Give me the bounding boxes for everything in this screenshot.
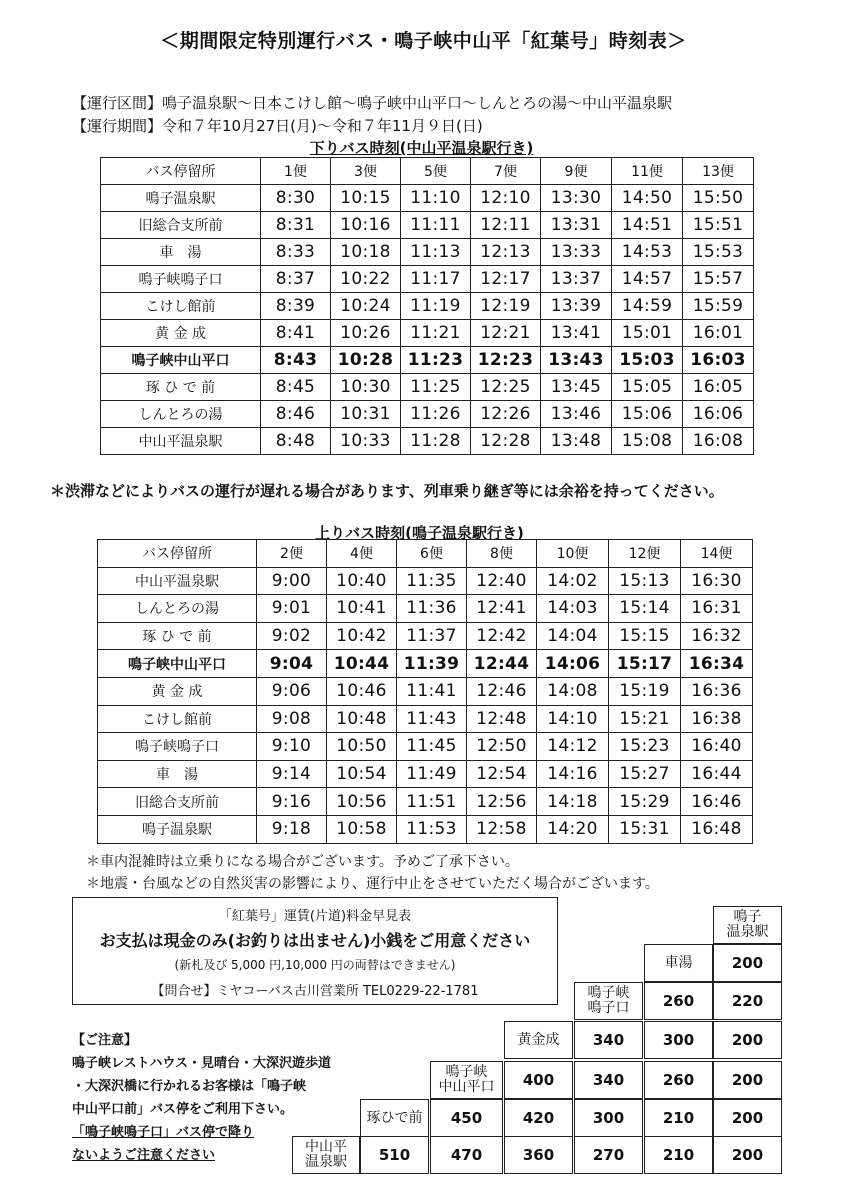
contact-info: 【問合せ】ミヤコーバス古川営業所 TEL0229-22-1781: [151, 984, 479, 999]
time-cell: 9:10: [257, 733, 327, 761]
delay-note: ＊渋滞などによりバスの運行が遅れる場合があります、列車乗り継ぎ等には余裕を持ってください。: [50, 482, 724, 500]
fare-station-label: [574, 982, 643, 1020]
down-table: [100, 157, 754, 455]
time-cell: 13:46: [541, 401, 612, 428]
time-cell: 14:10: [537, 705, 609, 733]
header-trip-cell: 6便: [397, 540, 467, 568]
table-row: [101, 185, 754, 212]
time-cell: 16:46: [681, 788, 753, 816]
time-cell: 10:33: [331, 428, 401, 455]
time-cell: 15:50: [683, 185, 754, 212]
period-info: 【運行期間】令和７年10月27日(月)～令和７年11月９日(日): [72, 117, 483, 135]
time-cell: 10:18: [331, 239, 401, 266]
fare-station-label-line: 黄金成: [517, 1031, 560, 1048]
time-cell: 11:25: [401, 374, 471, 401]
fare-value-cell: 220: [713, 982, 782, 1020]
time-cell: 14:59: [612, 293, 683, 320]
time-cell: 13:45: [541, 374, 612, 401]
time-cell: 11:36: [397, 595, 467, 623]
time-cell: 15:19: [609, 677, 681, 705]
time-cell: 10:40: [327, 567, 397, 595]
time-cell: 9:06: [257, 677, 327, 705]
time-cell: 11:35: [397, 567, 467, 595]
time-cell: 11:26: [401, 401, 471, 428]
fare-station-label-line: 琢ひで前: [366, 1109, 423, 1126]
time-cell: 12:41: [467, 595, 537, 623]
time-cell: 9:18: [257, 815, 327, 843]
fare-station-label-line: 鳴子: [733, 909, 762, 925]
table-row: [101, 320, 754, 347]
fare-value-cell: 360: [504, 1136, 573, 1174]
time-cell: 10:15: [331, 185, 401, 212]
time-cell: 8:37: [261, 266, 331, 293]
time-cell: 14:51: [612, 212, 683, 239]
table-row: [101, 374, 754, 401]
time-cell: 12:50: [467, 733, 537, 761]
time-cell: 12:26: [471, 401, 541, 428]
fare-value-cell: 510: [360, 1136, 429, 1174]
caution-line: 中山平口前」バス停をご利用下さい。: [72, 1102, 294, 1117]
crowd-note: ＊車内混雑時は立乗りになる場合がございます。予めご了承下さい。: [86, 854, 519, 870]
table-row: [101, 347, 754, 374]
stop-name-cell: 黄 金 成: [98, 677, 257, 705]
time-cell: 16:03: [683, 347, 754, 374]
fare-station-label-line: 温泉駅: [305, 1154, 347, 1170]
fare-box-title: 「紅葉号」運賃(片道)料金早見表: [218, 909, 412, 924]
time-cell: 11:51: [397, 788, 467, 816]
table-row: [101, 239, 754, 266]
time-cell: 13:33: [541, 239, 612, 266]
time-cell: 12:17: [471, 266, 541, 293]
fare-value-cell: 300: [644, 1021, 713, 1059]
fare-value-cell: 200: [713, 1136, 782, 1174]
time-cell: 15:08: [612, 428, 683, 455]
fare-station-label: [504, 1021, 573, 1059]
time-cell: 13:30: [541, 185, 612, 212]
stop-name-cell: しんとろの湯: [98, 595, 257, 623]
stop-name-cell: 中山平温泉駅: [98, 567, 257, 595]
stop-name-cell: 黄 金 成: [101, 320, 261, 347]
table-row: [101, 401, 754, 428]
cash-only-notice: お支払は現金のみ(お釣りは出ません)小銭をご用意ください: [99, 931, 531, 950]
time-cell: 11:11: [401, 212, 471, 239]
fare-value-cell: 400: [504, 1061, 573, 1099]
fare-value-cell: 260: [644, 982, 713, 1020]
time-cell: 9:00: [257, 567, 327, 595]
header-trip-cell: 4便: [327, 540, 397, 568]
time-cell: 11:21: [401, 320, 471, 347]
time-cell: 12:56: [467, 788, 537, 816]
fare-value-cell: 470: [430, 1136, 503, 1174]
time-cell: 10:56: [327, 788, 397, 816]
time-cell: 8:48: [261, 428, 331, 455]
time-cell: 13:43: [541, 347, 612, 374]
header-trip-cell: 12便: [609, 540, 681, 568]
time-cell: 11:19: [401, 293, 471, 320]
fare-value-cell: 300: [574, 1099, 643, 1137]
caution-title: 【ご注意】: [72, 1033, 138, 1048]
time-cell: 9:04: [257, 650, 327, 678]
stop-name-cell: 鳴子峡鳴子口: [98, 733, 257, 761]
table-row: [98, 815, 753, 843]
stop-name-cell: こけし館前: [98, 705, 257, 733]
time-cell: 8:41: [261, 320, 331, 347]
time-cell: 9:16: [257, 788, 327, 816]
time-cell: 14:20: [537, 815, 609, 843]
time-cell: 12:11: [471, 212, 541, 239]
time-cell: 11:28: [401, 428, 471, 455]
fare-station-label-line: 中山平口: [438, 1079, 495, 1095]
time-cell: 11:39: [397, 650, 467, 678]
stop-name-cell: 鳴子峡中山平口: [101, 347, 261, 374]
header-stop-cell: バス停留所: [98, 540, 257, 568]
time-cell: 12:44: [467, 650, 537, 678]
stop-name-cell: 車 湯: [101, 239, 261, 266]
header-trip-cell: 7便: [471, 158, 541, 185]
time-cell: 9:02: [257, 622, 327, 650]
down-timetable: [100, 157, 754, 455]
time-cell: 13:37: [541, 266, 612, 293]
time-cell: 13:48: [541, 428, 612, 455]
time-cell: 9:14: [257, 760, 327, 788]
caution-block: [72, 1029, 331, 1167]
time-cell: 8:33: [261, 239, 331, 266]
time-cell: 15:59: [683, 293, 754, 320]
time-cell: 8:30: [261, 185, 331, 212]
time-cell: 12:13: [471, 239, 541, 266]
time-cell: 12:19: [471, 293, 541, 320]
time-cell: 9:01: [257, 595, 327, 623]
table-row: [98, 677, 753, 705]
fare-station-label-line: 中山平: [305, 1139, 347, 1155]
fare-value-cell: 270: [574, 1136, 643, 1174]
time-cell: 12:40: [467, 567, 537, 595]
fare-value-cell: 200: [713, 1061, 782, 1099]
time-cell: 11:53: [397, 815, 467, 843]
fare-value-cell: 450: [430, 1099, 503, 1137]
time-cell: 11:13: [401, 239, 471, 266]
table-row: [101, 266, 754, 293]
time-cell: 8:31: [261, 212, 331, 239]
fare-value-cell: 210: [644, 1136, 713, 1174]
time-cell: 16:36: [681, 677, 753, 705]
time-cell: 10:30: [331, 374, 401, 401]
time-cell: 10:44: [327, 650, 397, 678]
time-cell: 10:16: [331, 212, 401, 239]
caution-line: 鳴子峡レストハウス・見晴台・大深沢遊歩道: [72, 1056, 331, 1071]
header-stop-cell: バス停留所: [101, 158, 261, 185]
time-cell: 15:06: [612, 401, 683, 428]
fare-value-cell: 210: [644, 1099, 713, 1137]
header-trip-cell: 14便: [681, 540, 753, 568]
stop-name-cell: 鳴子温泉駅: [101, 185, 261, 212]
header-trip-cell: 3便: [331, 158, 401, 185]
time-cell: 11:49: [397, 760, 467, 788]
down-caption: 下りバス時刻(中山平温泉駅行き): [309, 139, 534, 157]
fare-value-cell: 420: [504, 1099, 573, 1137]
time-cell: 16:30: [681, 567, 753, 595]
stop-name-cell: 旧総合支所前: [101, 212, 261, 239]
fare-value-cell: 260: [644, 1061, 713, 1099]
table-row: [98, 567, 753, 595]
header-trip-cell: 2便: [257, 540, 327, 568]
time-cell: 15:53: [683, 239, 754, 266]
table-header-row: [98, 540, 753, 568]
time-cell: 10:28: [331, 347, 401, 374]
table-row: [101, 212, 754, 239]
time-cell: 8:39: [261, 293, 331, 320]
stop-name-cell: 旧総合支所前: [98, 788, 257, 816]
time-cell: 14:12: [537, 733, 609, 761]
time-cell: 16:01: [683, 320, 754, 347]
time-cell: 12:25: [471, 374, 541, 401]
fare-station-label-line: 鳴子口: [587, 1000, 630, 1016]
time-cell: 14:04: [537, 622, 609, 650]
time-cell: 14:18: [537, 788, 609, 816]
stop-name-cell: 琢 ひ で 前: [101, 374, 261, 401]
time-cell: 10:42: [327, 622, 397, 650]
stop-name-cell: こけし館前: [101, 293, 261, 320]
time-cell: 10:54: [327, 760, 397, 788]
time-cell: 15:05: [612, 374, 683, 401]
time-cell: 10:50: [327, 733, 397, 761]
fare-value-cell: 340: [574, 1021, 643, 1059]
stop-name-cell: 車 湯: [98, 760, 257, 788]
stop-name-cell: 鳴子温泉駅: [98, 815, 257, 843]
header-trip-cell: 8便: [467, 540, 537, 568]
stop-name-cell: しんとろの湯: [101, 401, 261, 428]
stop-name-cell: 琢 ひ で 前: [98, 622, 257, 650]
caution-line: ・大深沢橋に行かれるお客様は「鳴子峡: [72, 1079, 307, 1094]
stop-name-cell: 鳴子峡鳴子口: [101, 266, 261, 293]
time-cell: 16:34: [681, 650, 753, 678]
time-cell: 15:23: [609, 733, 681, 761]
table-header-row: [101, 158, 754, 185]
table-row: [98, 788, 753, 816]
time-cell: 15:29: [609, 788, 681, 816]
time-cell: 16:44: [681, 760, 753, 788]
table-row: [98, 595, 753, 623]
time-cell: 14:06: [537, 650, 609, 678]
time-cell: 16:06: [683, 401, 754, 428]
time-cell: 15:51: [683, 212, 754, 239]
time-cell: 8:45: [261, 374, 331, 401]
fare-station-label: [644, 944, 713, 982]
time-cell: 16:48: [681, 815, 753, 843]
time-cell: 12:46: [467, 677, 537, 705]
time-cell: 11:17: [401, 266, 471, 293]
time-cell: 15:31: [609, 815, 681, 843]
caution-warning-line: ないようご注意ください: [72, 1148, 216, 1163]
time-cell: 15:57: [683, 266, 754, 293]
time-cell: 15:21: [609, 705, 681, 733]
time-cell: 12:28: [471, 428, 541, 455]
up-timetable: [97, 539, 753, 844]
time-cell: 16:05: [683, 374, 754, 401]
fare-value-cell: 340: [574, 1061, 643, 1099]
time-cell: 15:15: [609, 622, 681, 650]
time-cell: 15:01: [612, 320, 683, 347]
time-cell: 12:48: [467, 705, 537, 733]
time-cell: 14:50: [612, 185, 683, 212]
time-cell: 12:58: [467, 815, 537, 843]
fare-station-label-line: 鳴子峡: [587, 985, 630, 1001]
time-cell: 12:23: [471, 347, 541, 374]
time-cell: 13:31: [541, 212, 612, 239]
time-cell: 8:46: [261, 401, 331, 428]
time-cell: 11:10: [401, 185, 471, 212]
time-cell: 10:41: [327, 595, 397, 623]
time-cell: 11:45: [397, 733, 467, 761]
time-cell: 14:16: [537, 760, 609, 788]
page-title: ＜期間限定特別運行バス・鳴子峡中山平「紅葉号」時刻表＞: [160, 30, 687, 52]
fare-station-label: [713, 906, 782, 944]
table-row: [98, 760, 753, 788]
time-cell: 14:03: [537, 595, 609, 623]
time-cell: 13:41: [541, 320, 612, 347]
time-cell: 15:27: [609, 760, 681, 788]
table-row: [98, 733, 753, 761]
time-cell: 11:41: [397, 677, 467, 705]
time-cell: 12:42: [467, 622, 537, 650]
fare-value-cell: 200: [713, 944, 782, 982]
time-cell: 8:43: [261, 347, 331, 374]
header-trip-cell: 13便: [683, 158, 754, 185]
time-cell: 10:46: [327, 677, 397, 705]
table-row: [101, 293, 754, 320]
time-cell: 10:48: [327, 705, 397, 733]
table-row: [98, 622, 753, 650]
time-cell: 16:38: [681, 705, 753, 733]
caution-warning-line: 「鳴子峡鳴子口」バス停で降り: [72, 1125, 255, 1140]
fare-value-cell: 200: [713, 1099, 782, 1137]
fare-station-label-line: 温泉駅: [726, 924, 769, 940]
stop-name-cell: 中山平温泉駅: [101, 428, 261, 455]
time-cell: 10:22: [331, 266, 401, 293]
time-cell: 14:57: [612, 266, 683, 293]
time-cell: 16:08: [683, 428, 754, 455]
time-cell: 14:08: [537, 677, 609, 705]
time-cell: 16:40: [681, 733, 753, 761]
time-cell: 13:39: [541, 293, 612, 320]
fare-station-label: [430, 1061, 503, 1099]
time-cell: 15:13: [609, 567, 681, 595]
up-table: [97, 539, 753, 844]
table-row: [98, 705, 753, 733]
time-cell: 12:10: [471, 185, 541, 212]
time-cell: 12:54: [467, 760, 537, 788]
time-cell: 16:32: [681, 622, 753, 650]
time-cell: 16:31: [681, 595, 753, 623]
table-row: [98, 650, 753, 678]
time-cell: 14:02: [537, 567, 609, 595]
time-cell: 12:21: [471, 320, 541, 347]
fare-value-cell: 200: [713, 1021, 782, 1059]
stop-name-cell: 鳴子峡中山平口: [98, 650, 257, 678]
header-trip-cell: 10便: [537, 540, 609, 568]
time-cell: 10:26: [331, 320, 401, 347]
time-cell: 11:37: [397, 622, 467, 650]
time-cell: 10:24: [331, 293, 401, 320]
table-row: [101, 428, 754, 455]
time-cell: 11:43: [397, 705, 467, 733]
time-cell: 15:17: [609, 650, 681, 678]
disaster-note: ＊地震・台風などの自然災害の影響により、運行中止をさせていただく場合がございます。: [86, 876, 659, 892]
time-cell: 15:14: [609, 595, 681, 623]
time-cell: 10:58: [327, 815, 397, 843]
fare-station-label-line: 鳴子峡: [445, 1064, 488, 1080]
time-cell: 15:03: [612, 347, 683, 374]
up-caption: 上りバス時刻(鳴子温泉駅行き): [315, 524, 524, 542]
header-trip-cell: 5便: [401, 158, 471, 185]
time-cell: 10:31: [331, 401, 401, 428]
header-trip-cell: 11便: [612, 158, 683, 185]
fare-station-label-line: 車湯: [664, 954, 693, 971]
header-trip-cell: 1便: [261, 158, 331, 185]
time-cell: 11:23: [401, 347, 471, 374]
time-cell: 9:08: [257, 705, 327, 733]
fare-info-box: [72, 897, 558, 1005]
bill-exchange-notice: (新札及び 5,000 円,10,000 円の両替はできません): [174, 958, 456, 972]
route-info: 【運行区間】鳴子温泉駅～日本こけし館～鳴子峡中山平口～しんとろの湯～中山平温泉駅: [72, 94, 673, 112]
time-cell: 14:53: [612, 239, 683, 266]
fare-station-label: [360, 1099, 429, 1137]
header-trip-cell: 9便: [541, 158, 612, 185]
